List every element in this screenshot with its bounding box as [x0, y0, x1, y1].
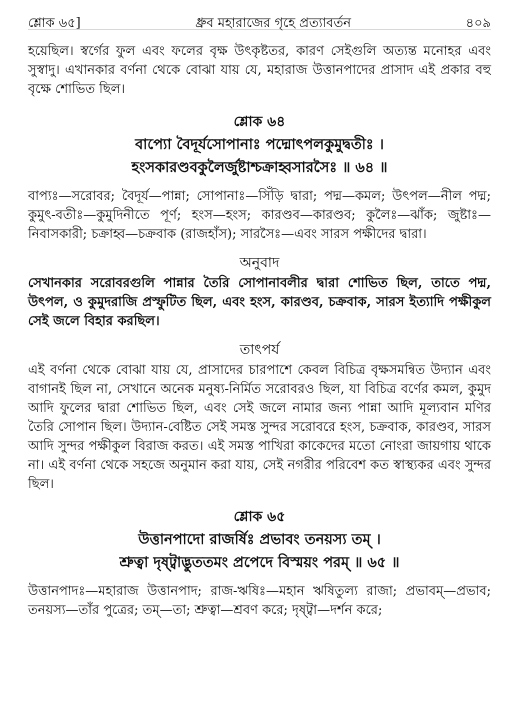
- verse-64-line-2: হংসকারণ্ডবকুলৈর্জুষ্টাশ্চক্রাহ্বসারসৈঃ ॥ ৬৪ ॥: [131, 159, 388, 176]
- header-verse-ref: শ্লোক ৬৫]: [28, 16, 81, 31]
- verse-64-purport-heading: তাৎপর্য: [239, 342, 280, 358]
- verse-65-line-2: শ্রুত্বা দৃষ্ট্বাদ্ভুততমং প্রপেদে বিস্ময়ং পরম্ ॥ ৬৫ ॥: [119, 554, 400, 571]
- verse-65-heading: শ্লোক ৬৫: [233, 509, 286, 525]
- verse-65-synonyms: উত্তানপাদঃ—মহারাজ উত্তানপাদ; রাজ-ঋষিঃ—মহান ঋষিতুল্য রাজা; প্রভাবম্—প্রভাব; তনয়স্য—তাঁর পুত্রের; তম্—তা; শ্রুত্বা—শ্রবণ করে; দৃষ্ট্বা—দর্শন করে;: [28, 584, 491, 618]
- continued-paragraph: হয়েছিল। স্বর্গের ফুল এবং ফলের বৃক্ষ উৎকৃষ্টতর, কারণ সেইগুলি অত্যন্ত মনোহর এবং সুস্বাদু। এখানকার বর্ণনা থেকে বোঝা যায় যে, মহারাজ উত্তানপাদের প্রাসাদ এই প্রকার বহু বৃক্ষে শোভিত ছিল।: [28, 44, 491, 97]
- header-chapter-title: ধ্রুব মহারাজের গৃহে প্রত্যাবর্তন: [195, 16, 352, 31]
- verse-64-synonyms: বাপ্যঃ—সরোবর; বৈদূর্য—পান্না; সোপানাঃ—সিঁড়ি দ্বারা; পদ্ম—কমল; উৎপল—নীল পদ্ম; কুমুৎ-বতীঃ—কুমুদিনীতে পূর্ণ; হংস—হংস; কারণ্ডব—কারণ্ডব; কুলৈঃ—ঝাঁক; জুষ্টাঃ—নিবাসকারী; চক্রাহ্ব—চক্রবাক (রাজহাঁস); সারসৈঃ—এবং সারস পক্ষীদের দ্বারা।: [28, 189, 491, 242]
- running-header: [28, 0, 491, 30]
- verse-64-heading: শ্লোক ৬৪: [233, 114, 286, 130]
- page-number: ৪০৯: [465, 16, 491, 31]
- verse-64-translation-heading: অনুবাদ: [239, 255, 280, 271]
- verse-64-line-1: বাপ্যো বৈদূর্যসোপানাঃ পদ্মোৎপলকুমুদ্বতীঃ ।: [135, 136, 384, 153]
- verse-64-purport: এই বর্ণনা থেকে বোঝা যায় যে, প্রাসাদের চারপাশে কেবল বিচিত্র বৃক্ষসমন্বিত উদ্যান এবং বাগানই ছিল না, সেখানে অনেক মনুষ্য-নির্মিত সরোবরও ছিল, যা বিচিত্র বর্ণের কমল, কুমুদ আদি ফুলের দ্বারা শোভিত ছিল, এবং সেই জলে নামার জন্য পান্না আদি মূল্যবান মণির তৈরি সোপান ছিল। উদ্যান-বেষ্টিত সেই সমস্ত সুন্দর সরোবরে হংস, চক্রবাক, কারণ্ডব, সারস আদি সুন্দর পক্ষীকুল বিরাজ করত। এই সমস্ত পাখিরা কাকেদের মতো নোংরা জায়গায় থাকে না। এই বর্ণনা থেকে সহজে অনুমান করা যায়, সেই নগরীর পরিবেশ কত স্বাস্থ্যকর এবং সুন্দর ছিল।: [28, 363, 491, 492]
- verse-64-translation: সেখানকার সরোবরগুলি পান্নার তৈরি সোপানাবলীর দ্বারা শোভিত ছিল, তাতে পদ্ম, উৎপল, ও কুমুদরাজি প্রস্ফুটিত ছিল, এবং হংস, কারণ্ডব, চক্রবাক, সারস ইত্যাদি পক্ষীকুল সেই জলে বিহার করছিল।: [28, 276, 491, 329]
- verse-65-line-1: উত্তানপাদো রাজর্ষিঃ প্রভাবং তনয়স্য তম্ ।: [138, 531, 381, 548]
